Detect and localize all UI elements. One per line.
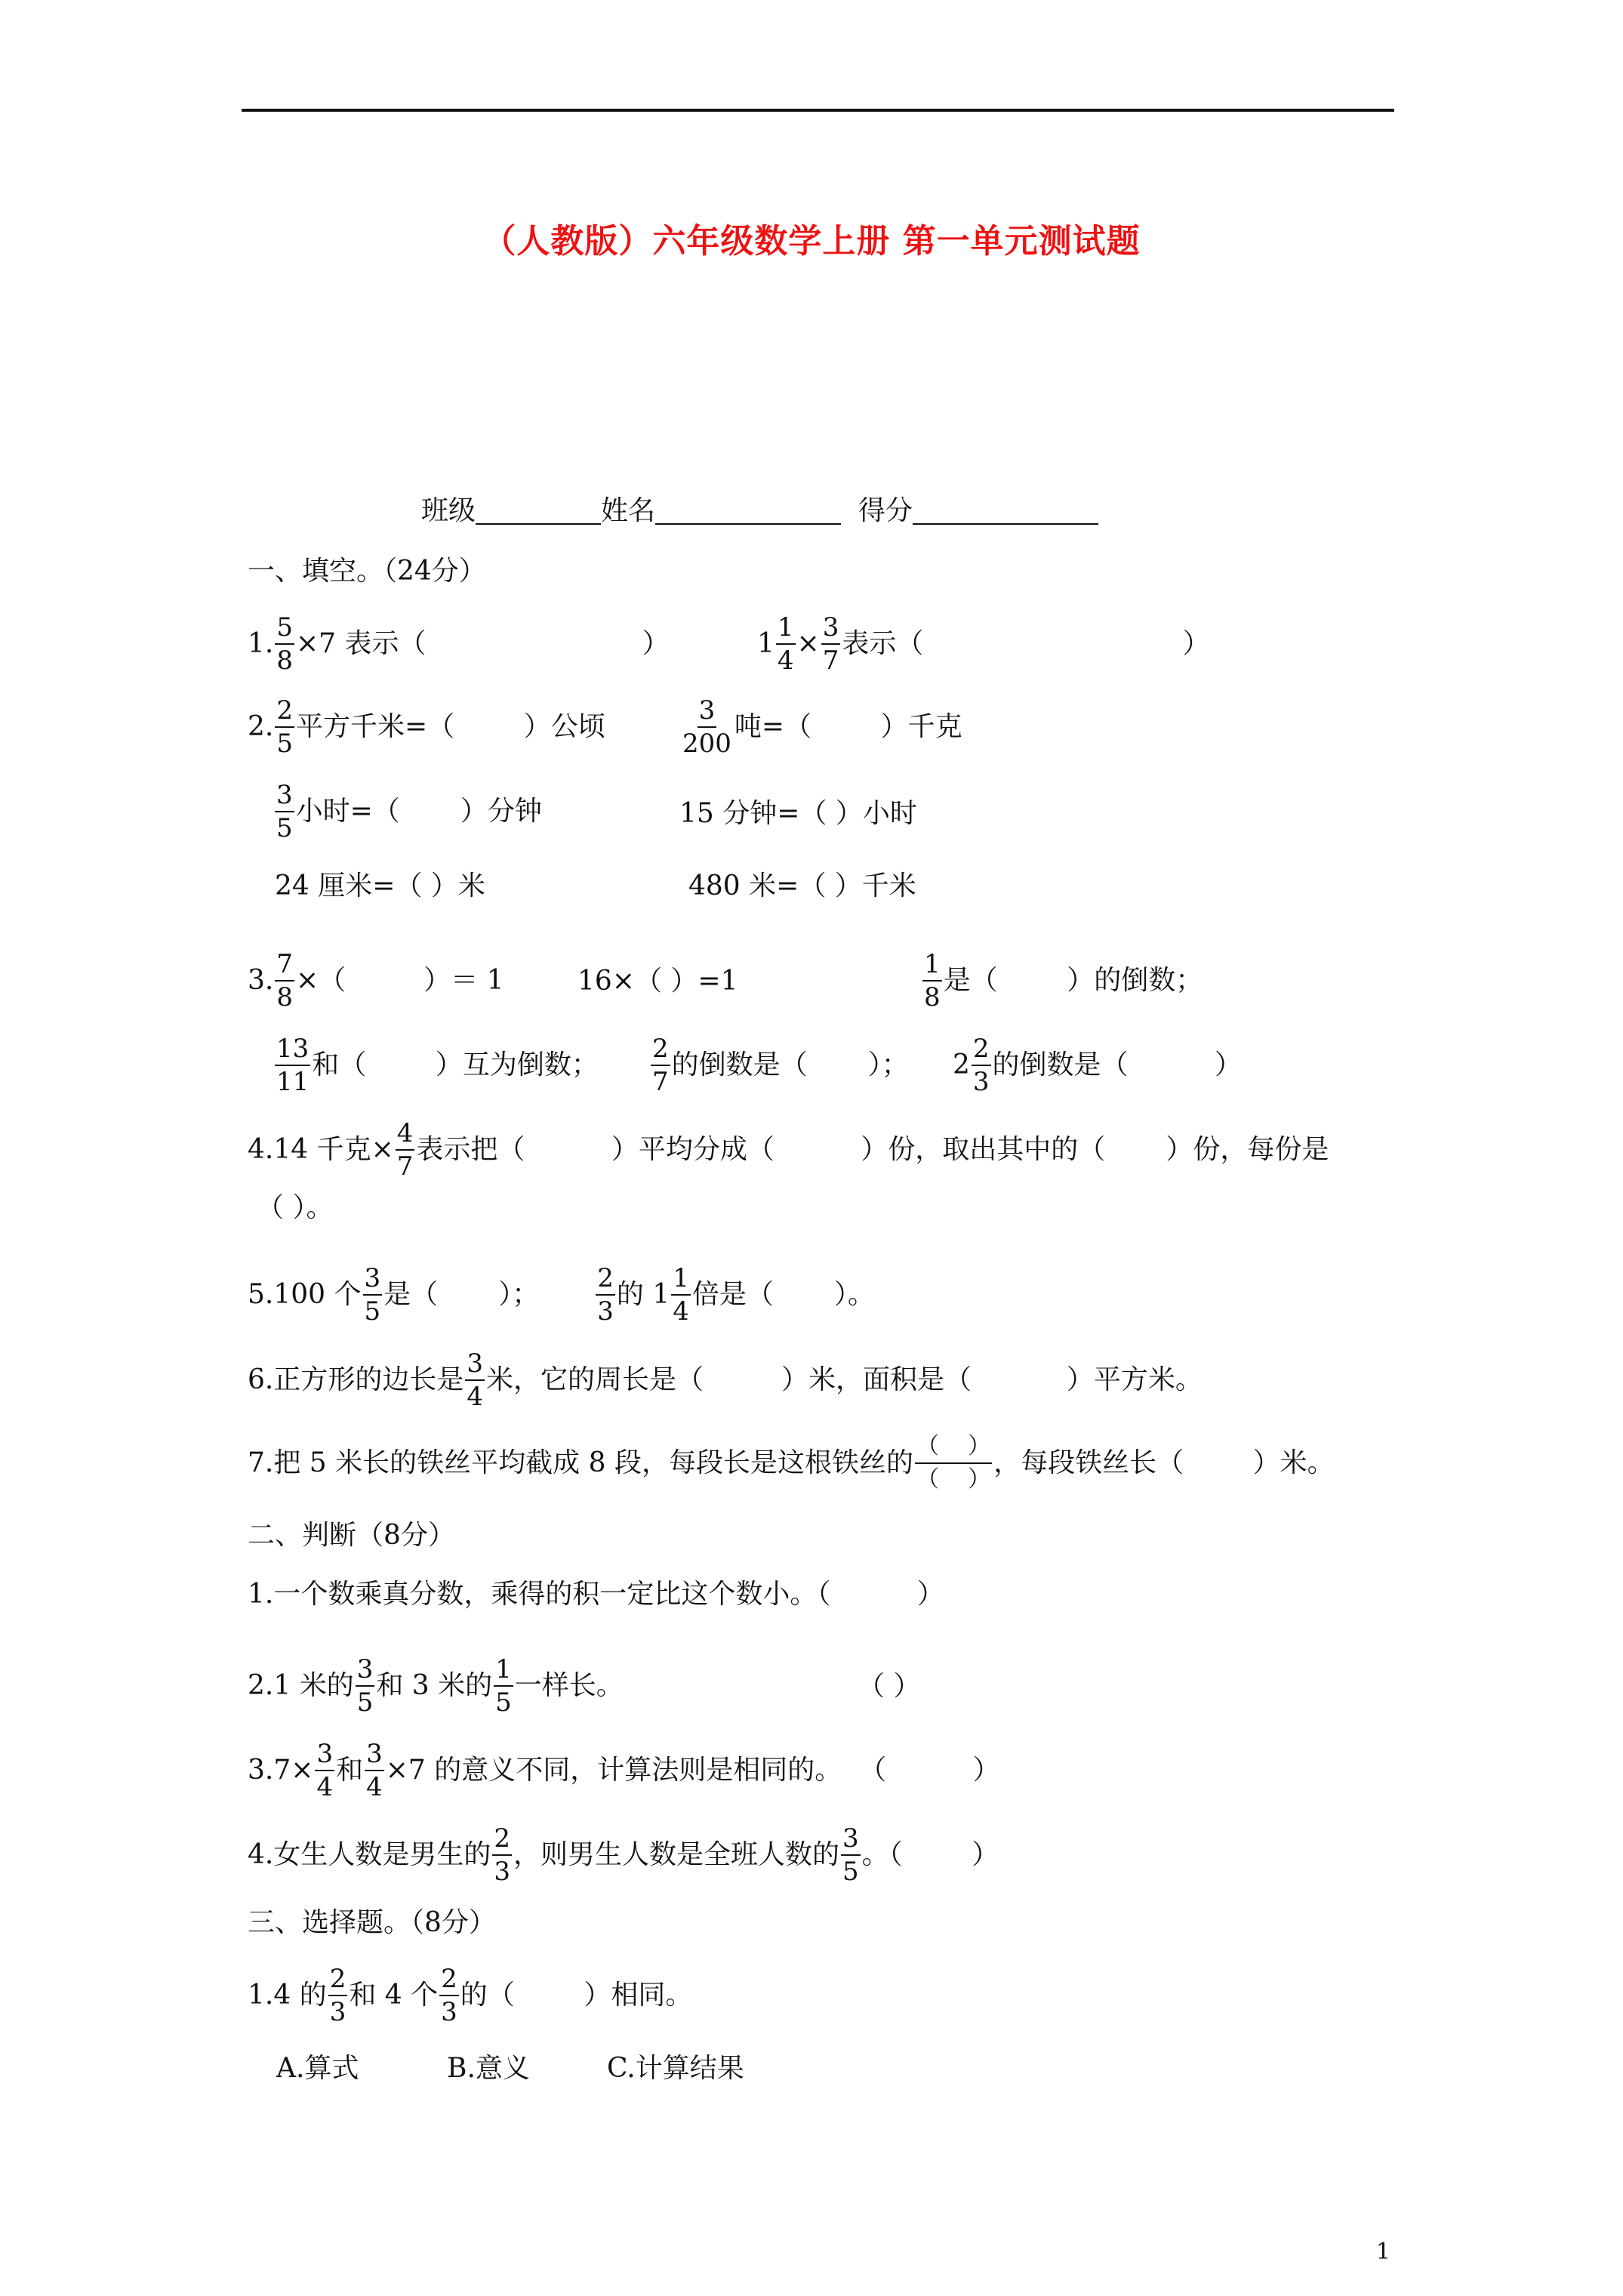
judge-3: 3.7× $\frac{3}{4}$ 和 $\frac{3}{4}$ ×7 的意义不同，计算法则是相同的。 （ ） [248, 1739, 1000, 1802]
question-2-part-c: $\frac{3}{5}$ 小时=（ ）分钟 [276, 780, 542, 843]
name-label: 姓名 [601, 495, 656, 526]
fraction: $\frac{2}{5}$ [276, 695, 293, 759]
fraction: $\frac{5}{8}$ [276, 612, 293, 676]
question-2-part-d: 15 分钟=（ ）小时 [679, 798, 917, 829]
fraction: $\frac{3}{5}$ [276, 780, 293, 843]
question-3-part-b: 16×（ ）=1 [577, 966, 738, 997]
question-3-part-c: $\frac{1}{8}$ 是（ ）的倒数； [924, 949, 1203, 1012]
fraction: $\frac{1}{8}$ [924, 949, 941, 1012]
fraction: $\frac{3}{4}$ [316, 1739, 334, 1802]
question-1-part-a: 1. $\frac{5}{8}$ ×7 表示（ ） [248, 612, 670, 676]
fraction: $\frac{3}{5}$ [364, 1263, 381, 1327]
question-3-part-f: 2 $\frac{2}{3}$ 的倒数是（ ） [953, 1034, 1242, 1097]
question-6: 6.正方形的边长是 $\frac{3}{4}$ 米，它的周长是（ ）米，面积是（ ）平方米。 [248, 1348, 1203, 1412]
question-4-cont: （ ）。 [257, 1192, 334, 1223]
choice-option-c[interactable]: C.计算结果 [607, 2053, 744, 2084]
fraction: $\frac{7}{8}$ [276, 949, 293, 1012]
fraction: $\frac{2}{3}$ [972, 1034, 990, 1097]
fraction: $\frac{13}{11}$ [276, 1034, 310, 1097]
fraction: $\frac{3}{4}$ [467, 1348, 484, 1412]
question-2-part-b: $\frac{3}{200}$ 吨=（ ）千克 [682, 695, 962, 759]
fraction: $\frac{3}{5}$ [356, 1654, 374, 1718]
score-field[interactable] [913, 498, 1098, 525]
section-1-title: 一、填空。（24分） [248, 556, 486, 587]
judge-2: 2.1 米的 $\frac{3}{5}$ 和 3 米的 $\frac{1}{5}$ 一样长。 [248, 1654, 624, 1718]
choice-option-a[interactable]: A.算式 [276, 2053, 359, 2084]
question-4: 4.14 千克× $\frac{4}{7}$ 表示把（ ）平均分成（ ）份，取出其中的（ ）份，每份是 [248, 1118, 1329, 1182]
fraction: $\frac{2}{3}$ [597, 1263, 614, 1327]
question-2-part-e: 24 厘米=（ ）米 [275, 871, 485, 901]
info-line [421, 495, 1098, 526]
fraction: $\frac{3}{200}$ [682, 695, 731, 759]
choice-1: 1.4 的 $\frac{2}{3}$ 和 4 个 $\frac{2}{3}$ 的（ ）相同。 [248, 1964, 693, 2027]
class-label: 班级 [421, 495, 476, 526]
question-3-part-a: 3. $\frac{7}{8}$ ×（ ）＝ 1 [248, 949, 504, 1012]
fraction: $\frac{2}{3}$ [441, 1964, 457, 2027]
judge-1: 1.一个数乘真分数，乘得的积一定比这个数小。（ ） [248, 1579, 944, 1610]
fraction: $\frac{2}{3}$ [494, 1823, 511, 1887]
page-title: （人教版）六年级数学上册 第一单元测试题 [482, 222, 1141, 260]
section-3-title: 三、选择题。（8分） [248, 1907, 496, 1938]
fraction: $\frac{1}{5}$ [495, 1654, 512, 1718]
fraction: $\frac{3}{7}$ [822, 612, 839, 676]
fraction: $\frac{1}{4}$ [777, 612, 794, 676]
choice-option-b[interactable]: B.意义 [447, 2053, 530, 2084]
fraction: $\frac{3}{4}$ [366, 1739, 383, 1802]
question-7: 7.把 5 米长的铁丝平均截成 8 段，每段长是这根铁丝的 （ ） （ ） ，每段铁丝长（ ）米。 [248, 1431, 1335, 1496]
fraction: $\frac{2}{3}$ [329, 1964, 346, 2027]
question-5: 5.100 个 $\frac{3}{5}$ 是（ ）； $\frac{2}{3}$ 的 1 $\frac{1}{4}$ 倍是（ ）。 [248, 1263, 875, 1327]
judge-4: 4.女生人数是男生的 $\frac{2}{3}$ ，则男生人数是全班人数的 $\frac{3}{5}$ 。（ ） [248, 1823, 999, 1887]
header-rule [242, 109, 1394, 112]
fraction: $\frac{3}{5}$ [842, 1823, 859, 1887]
question-2-part-a: 2. $\frac{2}{5}$ 平方千米=（ ）公顷 [248, 695, 605, 759]
class-field[interactable] [476, 498, 601, 525]
page-number: 1 [1375, 2239, 1390, 2265]
fraction: $\frac{1}{4}$ [673, 1263, 689, 1327]
score-label: 得分 [858, 495, 913, 526]
fraction: $\frac{2}{7}$ [652, 1034, 669, 1097]
question-3-part-e: $\frac{2}{7}$ 的倒数是（ ）； [652, 1034, 909, 1097]
section-2-title: 二、判断（8分） [248, 1520, 455, 1551]
fraction-blank[interactable]: （ ） （ ） [915, 1431, 992, 1496]
name-field[interactable] [655, 498, 841, 525]
question-3-part-d: $\frac{13}{11}$ 和（ ）互为倒数； [276, 1034, 599, 1097]
question-2-part-f: 480 米=（ ）千米 [688, 871, 916, 901]
judge-2-answer[interactable]: （ ） [858, 1671, 921, 1702]
fraction: $\frac{4}{7}$ [396, 1118, 414, 1182]
question-1-part-b: 1 $\frac{1}{4}$ × $\frac{3}{7}$ 表示（ ） [757, 612, 1210, 676]
